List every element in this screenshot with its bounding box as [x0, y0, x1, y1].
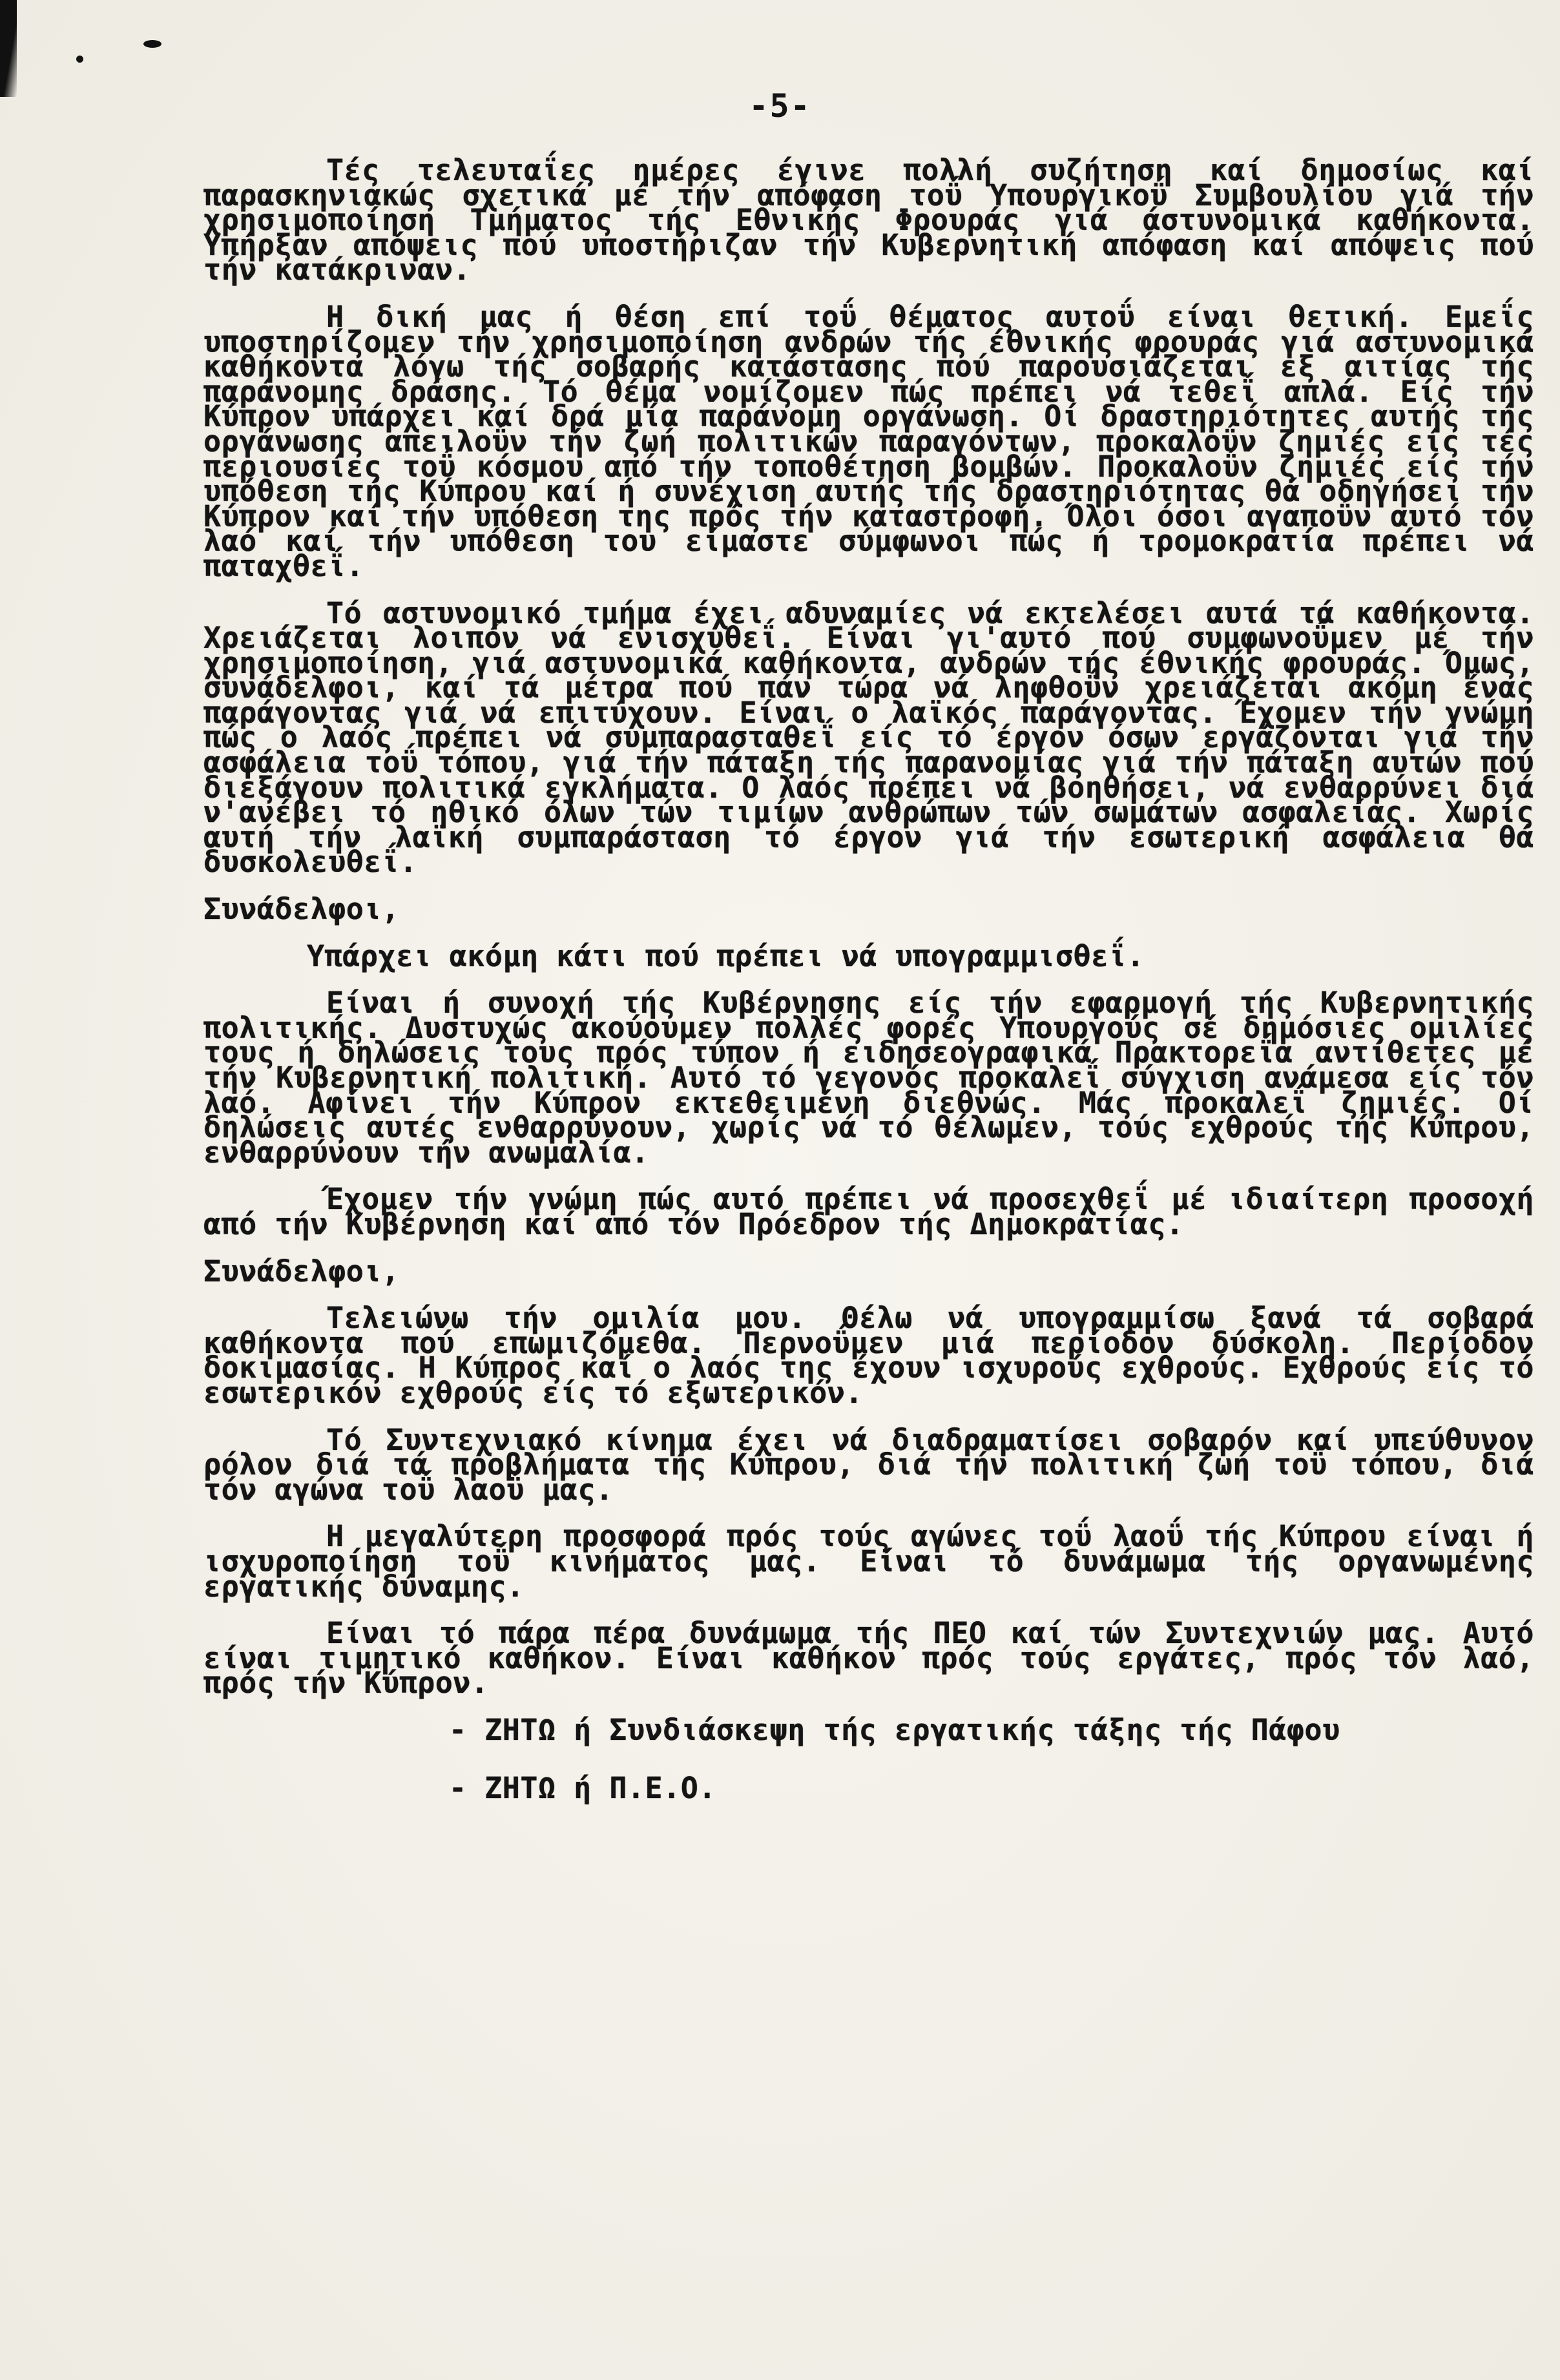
paragraph: Η δική μας ή θέση επί τοΰ θέματος αυτοΰ είναι θετική. Εμεΐς υποστηρίζομεν τήν χρησιμοποίηση ανδρών τής έθνικής φρουράς γιά αστυνομικά καθήκοντα λόγω τής σοβαρής κατάστασης πού παρουσιάζεται εξ αιτίας τής παράνομης δράσης. Τό θέμα νομίζομεν πώς πρέπει νά τεθεΐ απλά. Είς τήν Κύπρον υπάρχει καί δρά μία παράνομη οργάνωση. Οί δραστηριότητες αυτής τής οργάνωσης απειλοΰν τήν ζωή πολιτικών παραγόντων, προκαλοΰν ζημιές είς τές περιουσίες τοΰ κόσμου από τήν τοποθέτηση βομβών. Προκαλοΰν ζημιές είς τήν υπόθεση τής Κύπρου καί ή συνέχιση αυτής τής δραστηριότητας θά οδηγήσει τήν Κύπρον καί τήν υπόθεση της πρός τήν καταστροφή. Όλοι όσοι αγαποΰν αυτό τόν λαό καί τήν υπόθεση του είμαστε σύμφωνοι πώς ή τρομοκρατία πρέπει νά παταχθεΐ.: [203, 299, 1534, 583]
scan-speck: [143, 40, 161, 48]
paragraph: Η μεγαλύτερη προσφορά πρός τούς αγώνες τοΰ λαοΰ τής Κύπρου είναι ή ισχυροποίηση τοΰ κινήματος μας. Είναι τό δυνάμωμα τής οργανωμένης εργατικής δύναμης.: [203, 1519, 1534, 1604]
paragraph: Είναι τό πάρα πέρα δυνάμωμα τής ΠΕΟ καί τών Συντεχνιών μας. Αυτό είναι τιμητικό καθήκον. Είναι καθήκον πρός τούς εργάτες, πρός τόν λαό, πρός τήν Κύπρον.: [203, 1616, 1534, 1701]
paragraph: Τό Συντεχνιακό κίνημα έχει νά διαδραματίσει σοβαρόν καί υπεύθυνον ρόλον διά τά προβλήματα τής Κύπρου, διά τήν πολιτική ζωή τοΰ τόπου, διά τόν αγώνα τοΰ λαοΰ μας.: [203, 1422, 1534, 1507]
paragraph: Τές τελευταΐες ημέρες έγινε πολλή συζήτηση καί δημοσίως καί παρασκηνιακώς σχετικά μέ τήν απόφαση τοΰ Υπουργικοΰ Συμβουλίου γιά τήν χρησιμοποίηση Τμήματος τής Εθνικής Φρουράς γιά άστυνομικά καθήκοντα. Υπήρξαν απόψεις πού υποστήριζαν τήν Κυβερνητική απόφαση καί απόψεις πού τήν κατάκριναν.: [203, 153, 1534, 287]
scan-speck: [76, 56, 83, 63]
document-body: [203, 153, 1534, 1835]
paragraph: Τελειώνω τήν ομιλία μου. Θέλω νά υπογραμμίσω ξανά τά σοβαρά καθήκοντα πού επωμιζόμεθα. Περνοΰμεν μιά περίοδον δύσκολη. Περίοδον δοκιμασίας. Η Κύπρος καί ο λαός της έχουν ισχυρούς εχθρούς. Εχθρούς είς τό εσωτερικόν εχθρούς είς τό εξωτερικόν.: [203, 1301, 1534, 1410]
paragraph: Είναι ή συνοχή τής Κυβέρνησης είς τήν εφαρμογή τής Κυβερνητικής πολιτικής. Δυστυχώς ακούουμεν πολλές φορές Υπουργούς σέ δημόσιες ομιλίες τους ή δηλώσεις τους πρός τύπον ή ειδησεογραφικά Πρακτορεΐα αντίθετες μέ τήν Κυβερνητική πολιτική. Αυτό τό γεγονός προκαλεΐ σύγχιση ανάμεσα είς τόν λαό. Αφίνει τήν Κύπρον εκτεθειμένη διεθνώς. Μάς προκαλεΐ ζημιές. Οί δηλώσεις αυτές ενθαρρύνουν, χωρίς νά τό θέλωμεν, τούς εχθρούς τής Κύπρου, ενθαρρύνουν τήν ανωμαλία.: [203, 986, 1534, 1170]
scan-binding-mark: [0, 0, 17, 97]
page-number: -5-: [749, 87, 811, 125]
salutation: Συνάδελφοι,: [203, 1254, 400, 1288]
slogan: - ΖΗΤΩ ή Συνδιάσκεψη τής εργατικής τάξης τής Πάφου: [449, 1712, 1340, 1747]
salutation: Συνάδελφοι,: [203, 892, 400, 927]
slogan: - ΖΗΤΩ ή Π.Ε.Ο.: [449, 1771, 716, 1806]
emphasis-line: Υπάρχει ακόμη κάτι πού πρέπει νά υπογραμμισθεΐ.: [307, 938, 1145, 973]
paragraph: Τό αστυνομικό τμήμα έχει αδυναμίες νά εκτελέσει αυτά τά καθήκοντα. Χρειάζεται λοιπόν νά ενισχυθεΐ. Είναι γι'αυτό πού συμφωνοΰμεν μέ τήν χρησιμοποίηση, γιά αστυνομικά καθήκοντα, ανδρών τής έθνικής φρουράς. Όμως, συνάδελφοι, καί τά μέτρα πού πάν τώρα νά ληφθοΰν χρειάζεται ακόμη ένας παράγοντας γιά νά επιτύχουν. Είναι ο λαϊκός παράγοντας. Έχομεν τήν γνώμη πώς ο λαός πρέπει νά συμπαρασταθεΐ είς τό έργον όσων εργάζονται γιά τήν ασφάλεια τοΰ τόπου, γιά τήν πάταξη τής παρανομίας γιά τήν πάταξη αυτών πού διεξάγουν πολιτικά εγκλήματα. Ο λαός πρέπει νά βοηθήσει, νά ενθαρρύνει διά ν'ανέβει τό ηθικό όλων τών τιμίων ανθρώπων τών σωμάτων ασφαλείας. Χωρίς αυτή τήν λαϊκή συμπαράσταση τό έργον γιά τήν εσωτερική ασφάλεια θά δυσκολευθεΐ.: [203, 595, 1534, 880]
paragraph: Έχομεν τήν γνώμη πώς αυτό πρέπει νά προσεχθεΐ μέ ιδιαίτερη προσοχή από τήν Κυβέρνηση καί από τόν Πρόεδρον τής Δημοκρατίας.: [203, 1182, 1534, 1241]
